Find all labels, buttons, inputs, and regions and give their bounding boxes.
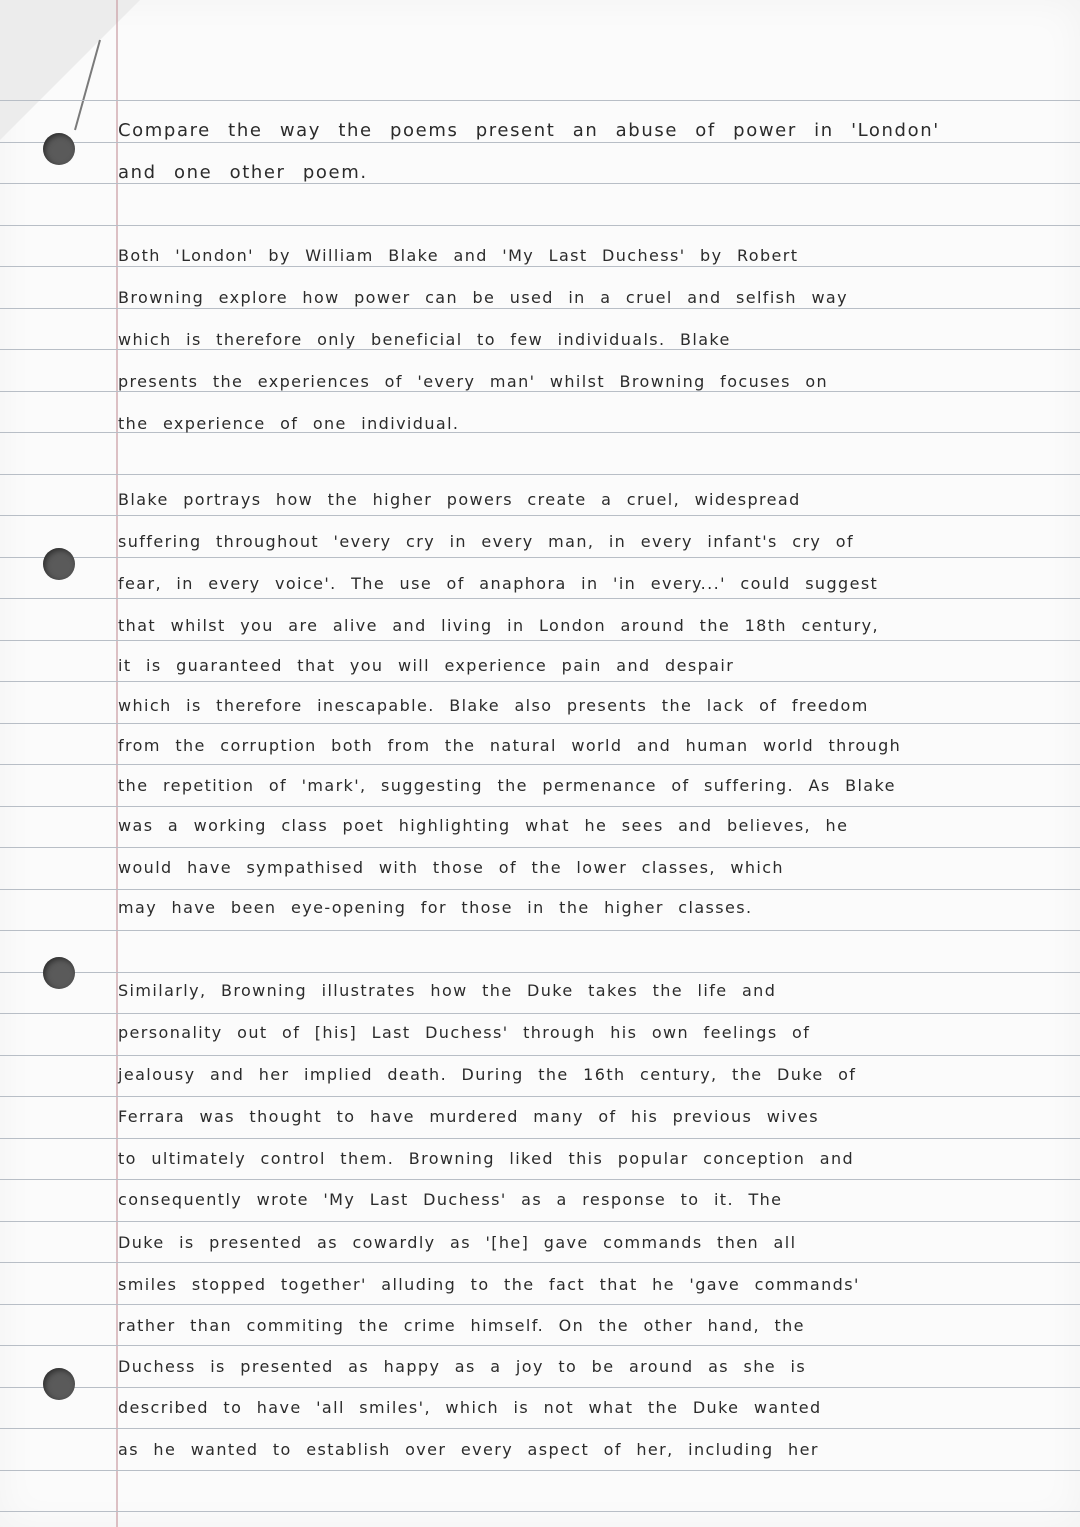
ruled-line [0,640,1080,641]
ruled-line [0,681,1080,682]
ruled-line [0,1387,1080,1388]
ruled-line [0,1470,1080,1471]
paragraph-line: the repetition of 'mark', suggesting the permenance of suffering. As Blake [118,776,896,795]
ruled-line [0,1304,1080,1305]
question-line: Compare the way the poems present an abuse of power in 'London' [118,120,940,141]
ruled-line [0,1262,1080,1263]
punch-hole [43,133,75,165]
ruled-line [0,764,1080,765]
paragraph-line: jealousy and her implied death. During the 16th century, the Duke of [118,1065,857,1084]
ruled-line [0,474,1080,475]
paragraph-line: Browning explore how power can be used in a cruel and selfish way [118,288,849,307]
ruled-line [0,515,1080,516]
ruled-line [0,1511,1080,1512]
punch-hole [43,548,75,580]
paragraph-line: Duchess is presented as happy as a joy to be around as she is [118,1357,807,1376]
ruled-line [0,1055,1080,1056]
ruled-line [0,889,1080,890]
ruled-line [0,1096,1080,1097]
ruled-line [0,308,1080,309]
paragraph-line: Similarly, Browning illustrates how the Duke takes the life and [118,981,777,1000]
paragraph-line: that whilst you are alive and living in London around the 18th century, [118,616,879,635]
paragraph-line: to ultimately control them. Browning liked this popular conception and [118,1149,855,1168]
paragraph-line: presents the experiences of 'every man' whilst Browning focuses on [118,372,829,391]
paragraph-line: would have sympathised with those of the lower classes, which [118,858,784,877]
ruled-line [0,142,1080,143]
paragraph-line: personality out of [his] Last Duchess' through his own feelings of [118,1023,811,1042]
ruled-line [0,723,1080,724]
paragraph-line: consequently wrote 'My Last Duchess' as a response to it. The [118,1190,783,1209]
paragraph-line: which is therefore only beneficial to few individuals. Blake [118,330,731,349]
question-line: and one other poem. [118,162,368,183]
ruled-line [0,557,1080,558]
punch-hole [43,1368,75,1400]
paragraph-line: the experience of one individual. [118,414,460,433]
paragraph-line: it is guaranteed that you will experience pain and despair [118,656,735,675]
ruled-line [0,1013,1080,1014]
paragraph-line: Blake portrays how the higher powers create a cruel, widespread [118,490,801,509]
paragraph-line: smiles stopped together' alluding to the fact that he 'gave commands' [118,1275,860,1294]
paragraph-line: fear, in every voice'. The use of anaphora in 'in every...' could suggest [118,574,879,593]
folded-corner-mark [0,0,140,140]
ruled-line [0,100,1080,101]
ruled-line [0,1221,1080,1222]
ruled-line [0,930,1080,931]
ruled-line [0,1179,1080,1180]
paragraph-line: suffering throughout 'every cry in every man, in every infant's cry of [118,532,854,551]
paragraph-line: Duke is presented as cowardly as '[he] gave commands then all [118,1233,797,1252]
ruled-line [0,806,1080,807]
paragraph-line: Ferrara was thought to have murdered many of his previous wives [118,1107,819,1126]
paragraph-line: may have been eye-opening for those in the higher classes. [118,898,753,917]
paragraph-line: from the corruption both from the natural world and human world through [118,736,902,755]
ruled-line [0,266,1080,267]
ruled-line [0,1345,1080,1346]
paragraph-line: described to have 'all smiles', which is not what the Duke wanted [118,1398,822,1417]
paragraph-line: which is therefore inescapable. Blake also presents the lack of freedom [118,696,869,715]
ruled-line [0,847,1080,848]
ruled-line [0,1428,1080,1429]
paragraph-line: as he wanted to establish over every aspect of her, including her [118,1440,819,1459]
ruled-line [0,225,1080,226]
ruled-line [0,183,1080,184]
ruled-line [0,598,1080,599]
paragraph-line: rather than commiting the crime himself. On the other hand, the [118,1316,805,1335]
punch-hole [43,957,75,989]
paragraph-line: was a working class poet highlighting what he sees and believes, he [118,816,849,835]
ruled-line [0,1138,1080,1139]
paragraph-line: Both 'London' by William Blake and 'My Last Duchess' by Robert [118,246,799,265]
ruled-line [0,972,1080,973]
